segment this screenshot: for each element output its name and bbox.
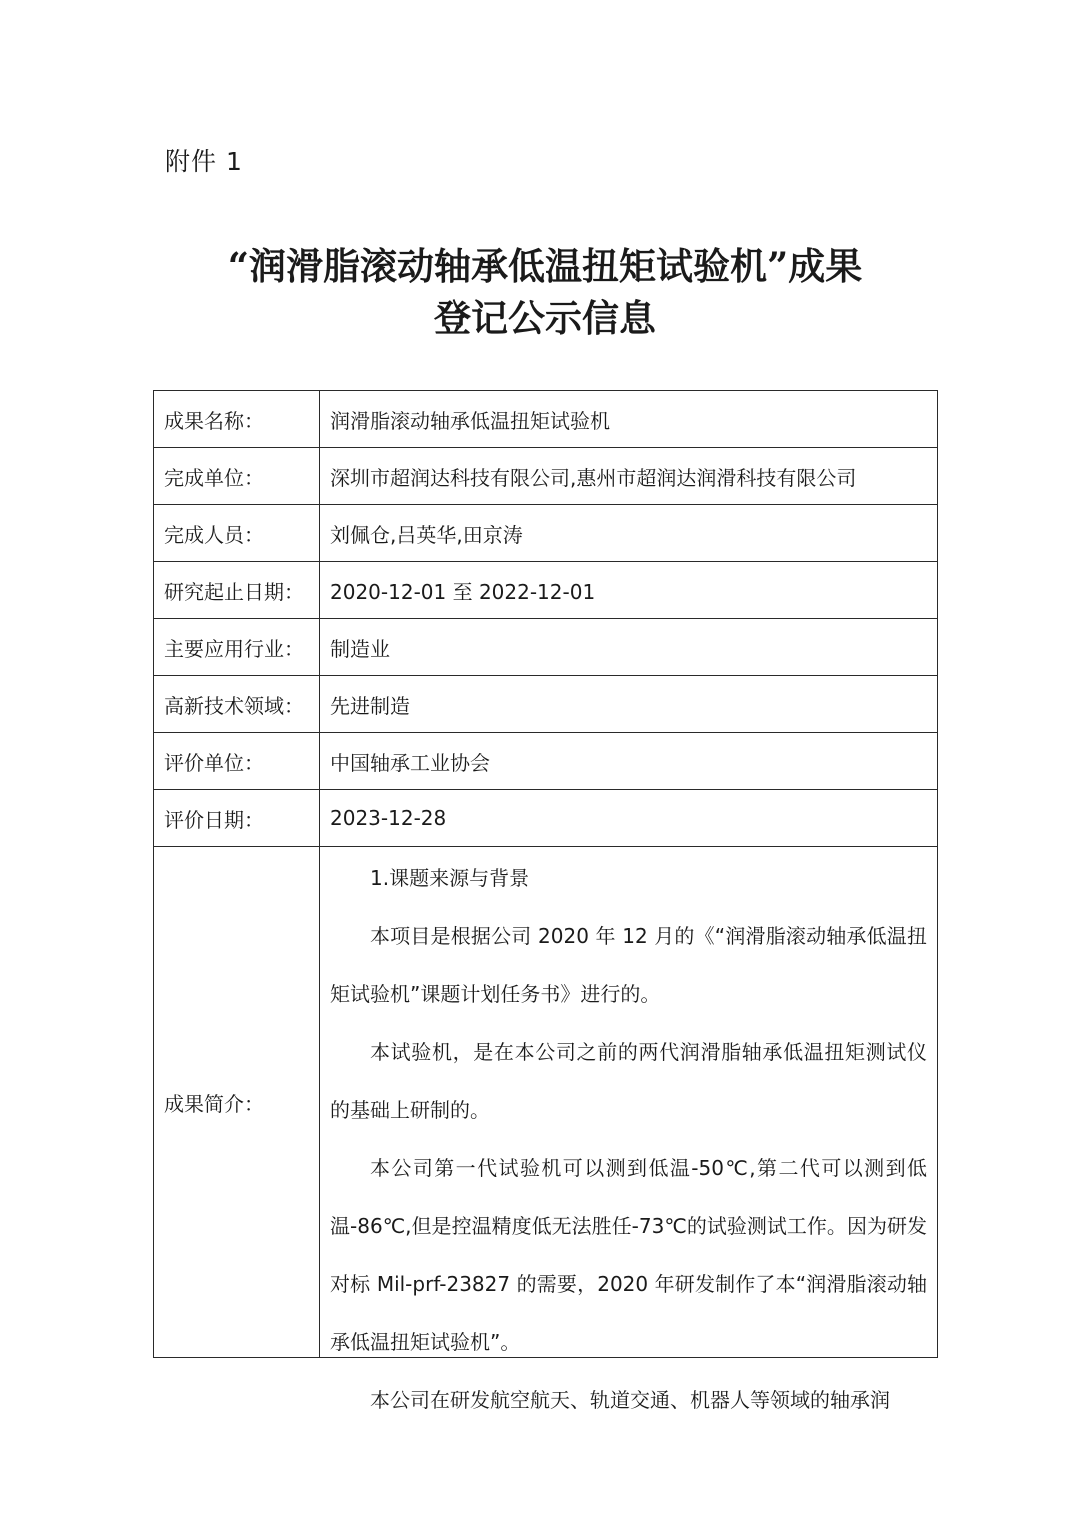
field-value-evaluation-unit: 中国轴承工业协会 (320, 733, 938, 790)
field-label-evaluation-unit: 评价单位： (154, 733, 320, 790)
table-row (154, 505, 938, 562)
field-label-summary: 成果简介： (154, 847, 320, 1358)
attachment-label: 附件 1 (165, 147, 243, 176)
document-title (150, 240, 940, 344)
title-line-2: 登记公示信息 (434, 296, 656, 340)
field-label-research-period: 研究起止日期： (154, 562, 320, 619)
summary-paragraph: 本公司第一代试验机可以测到低温-50℃,第二代可以测到低温-86℃,但是控温精度低无法胜任-73℃的试验测试工作。因为研发对标 Mil-prf-23827 的需要，2020 年研发制作了本“润滑脂滚动轴承低温扭矩试验机”。 (330, 1156, 927, 1354)
summary-paragraph: 本试验机，是在本公司之前的两代润滑脂轴承低温扭矩测试仪的基础上研制的。 (330, 1040, 927, 1122)
table-row (154, 790, 938, 847)
table-row (154, 619, 938, 676)
table-row (154, 391, 938, 448)
field-value-research-period: 2020-12-01 至 2022-12-01 (320, 562, 938, 619)
field-value-achievement-name: 润滑脂滚动轴承低温扭矩试验机 (320, 391, 938, 448)
table-row (154, 847, 938, 1358)
table-row (154, 448, 938, 505)
field-value-industry: 制造业 (320, 619, 938, 676)
table-row (154, 562, 938, 619)
summary-heading: 1.课题来源与背景 (370, 866, 530, 890)
field-value-personnel: 刘佩仓,吕英华,田京涛 (320, 505, 938, 562)
field-label-industry: 主要应用行业： (154, 619, 320, 676)
summary-paragraph: 本公司在研发航空航天、轨道交通、机器人等领域的轴承润 (370, 1388, 890, 1412)
summary-body (330, 847, 927, 1412)
table-row (154, 733, 938, 790)
table-row (154, 676, 938, 733)
field-label-achievement-name: 成果名称： (154, 391, 320, 448)
field-label-tech-domain: 高新技术领域： (154, 676, 320, 733)
title-line-1: “润滑脂滚动轴承低温扭矩试验机”成果 (227, 244, 863, 288)
summary-paragraph: 本项目是根据公司 2020 年 12 月的《“润滑脂滚动轴承低温扭矩试验机”课题计划任务书》进行的。 (330, 924, 927, 1006)
field-value-summary (320, 847, 938, 1412)
field-value-evaluation-date: 2023-12-28 (320, 790, 938, 847)
field-value-completing-unit: 深圳市超润达科技有限公司,惠州市超润达润滑科技有限公司 (320, 448, 938, 505)
field-label-evaluation-date: 评价日期： (154, 790, 320, 847)
field-value-tech-domain: 先进制造 (320, 676, 938, 733)
info-table (153, 390, 938, 1412)
field-label-personnel: 完成人员： (154, 505, 320, 562)
field-label-completing-unit: 完成单位： (154, 448, 320, 505)
